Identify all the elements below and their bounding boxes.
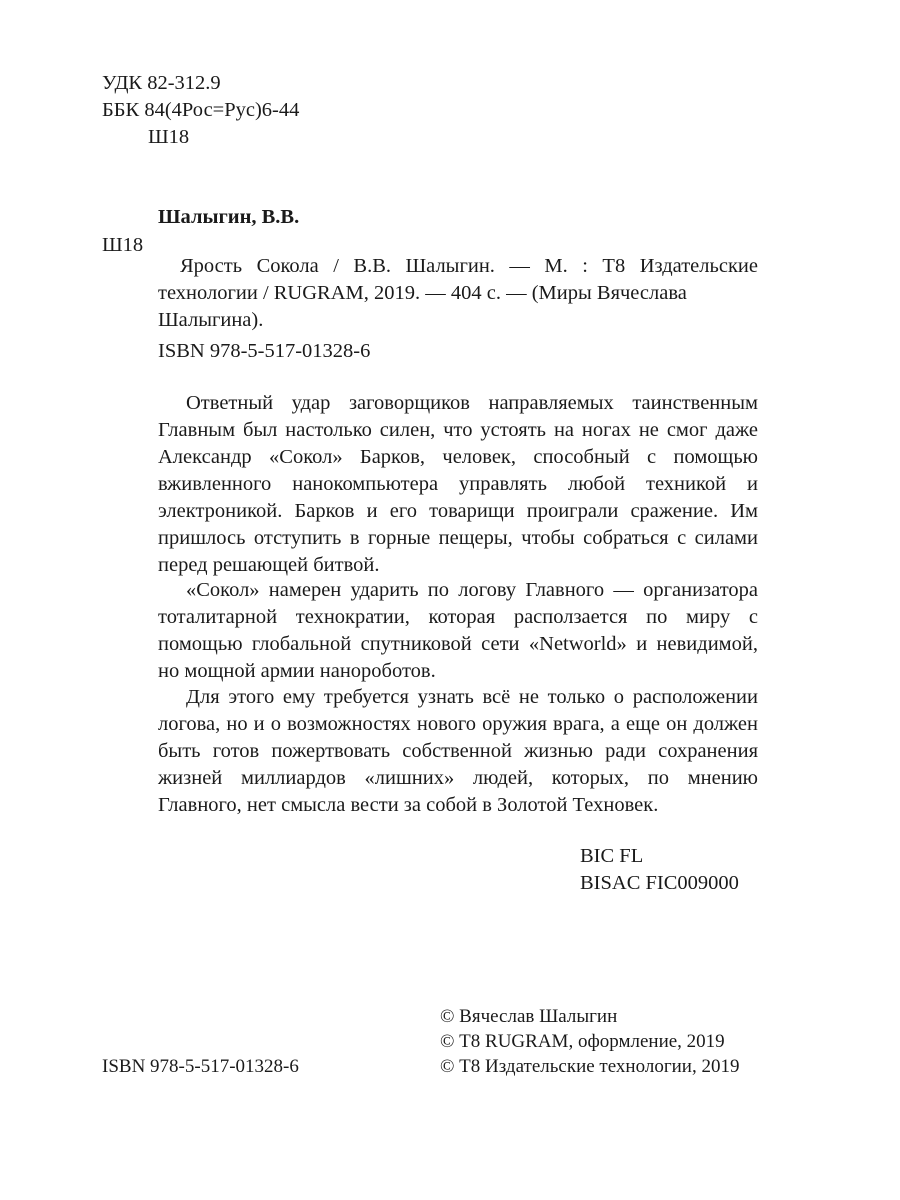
bibliographic-description: Ярость Сокола / В.В. Шалыгин. — М. : Т8 Издательские технологии / RUGRAM, 2019. — 404 с. — (Миры Вячеслава [158,254,758,304]
bic-code: BIC FL [580,845,644,867]
bibliographic-description-end: Шалыгина). [158,308,264,331]
record-author-mark: Ш18 [102,234,144,256]
isbn-footer: ISBN 978-5-517-01328-6 [102,1056,299,1077]
udk-code: УДК 82-312.9 [102,72,221,94]
annotation-paragraph: Ответный удар заговорщиков направляемых таинственным Главным был настолько силен, что устоять на ногах не смог даже Александр «Сокол» Барков, человек, способный с помощью вживленного нанокомпьютера управлять любой техникой и электроникой. Барков и его товарищи проиграли сражение. Им пришлось отступить в горные пещеры, чтобы собраться с силами перед решающей битвой. [158,392,758,576]
bisac-code: BISAC FIC009000 [580,872,739,894]
copyright-line: © Т8 RUGRAM, оформление, 2019 [440,1031,725,1052]
copyright-line: © Вячеслав Шалыгин [440,1006,618,1027]
author-name: Шалыгин, В.В. [158,206,300,228]
annotation-paragraph: «Сокол» намерен ударить по логову Главного — организатора тоталитарной технократии, которая расползается по миру с помощью глобальной спутниковой сети «Networld» и невидимой, но мощной армии нанороботов. [158,579,758,682]
annotation-paragraph: Для этого ему требуется узнать всё не только о расположении логова, но и о возможностях нового оружия врага, а еще он должен быть готов пожертвовать собственной жизнью ради сохранения жизней миллиардов «лишних» людей, которых, по мнению Главного, нет смысла вести за собой в Золотой Техновек. [158,686,758,816]
isbn-record: ISBN 978-5-517-01328-6 [158,340,371,362]
copyright-line: © Т8 Издательские технологии, 2019 [440,1056,740,1077]
author-mark: Ш18 [148,126,190,148]
bbk-code: ББК 84(4Рос=Рус)6-44 [102,99,300,121]
